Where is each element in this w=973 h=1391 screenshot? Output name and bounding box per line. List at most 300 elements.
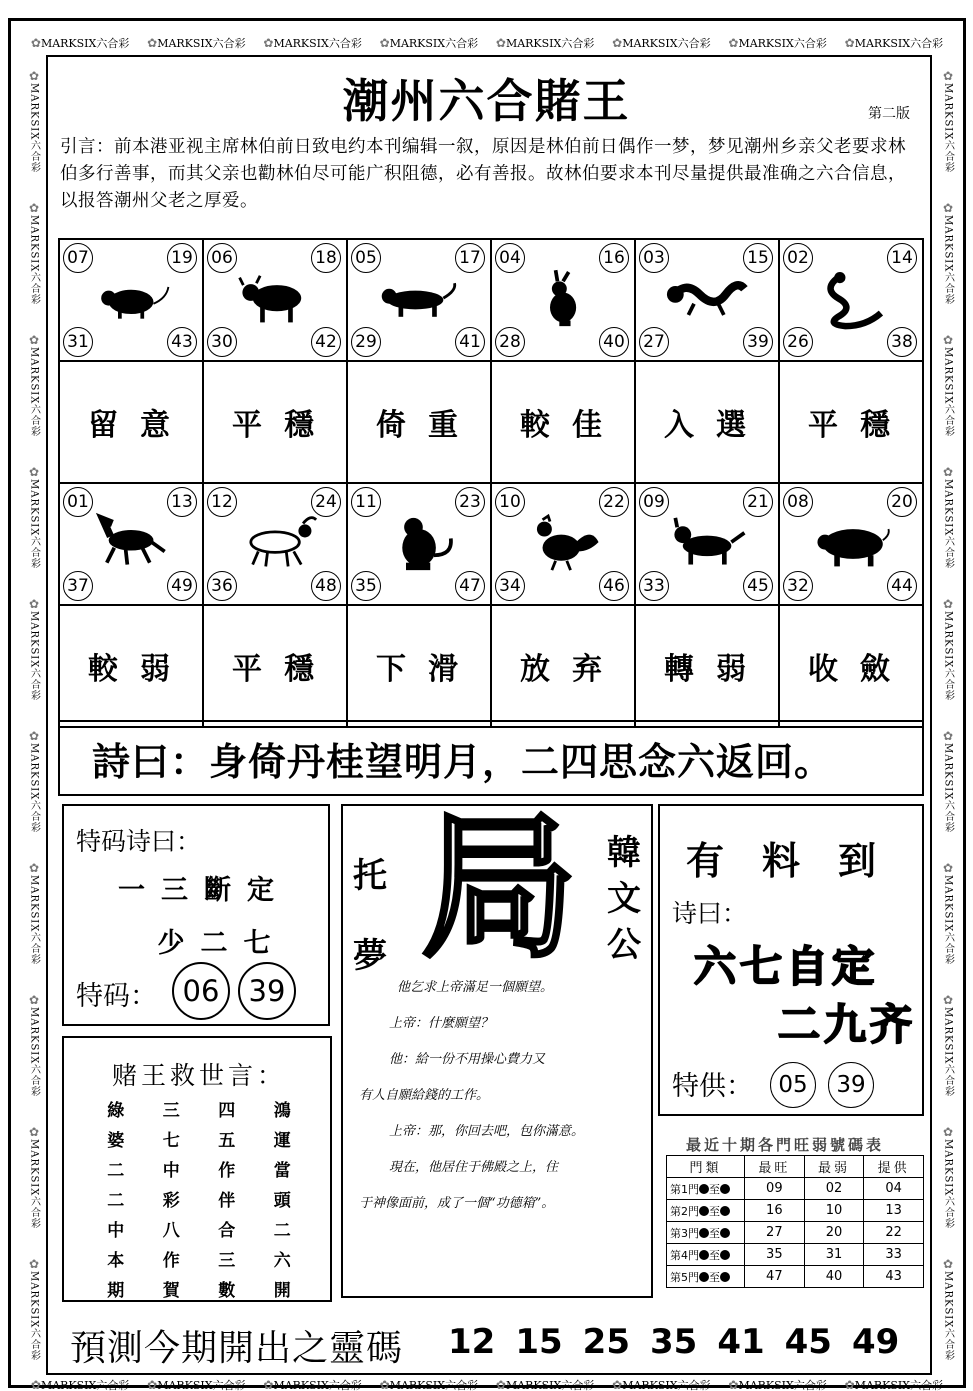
- border-text: MARKSIX六合彩: [622, 1378, 711, 1391]
- border-item: [845, 35, 943, 51]
- border-item: [612, 35, 710, 51]
- border-item: [941, 993, 956, 1097]
- flower-icon: ✿: [942, 200, 954, 215]
- stats-title: 最近十期各門旺弱號碼表: [686, 1136, 885, 1154]
- stats-value-cell: 27: [745, 1222, 805, 1244]
- zodiac-cell: [202, 484, 346, 604]
- vertical-title-left: [353, 836, 387, 996]
- zodiac-number: 18: [311, 243, 341, 273]
- border-item: [27, 861, 42, 965]
- tip-row: [60, 360, 922, 482]
- stats-value-cell: 20: [804, 1222, 864, 1244]
- zodiac-cell: [778, 484, 922, 604]
- snake-icon: [810, 268, 894, 332]
- zodiac-number: 11: [351, 487, 381, 517]
- border-item: [27, 1125, 42, 1229]
- gate-label: 第3門: [670, 1226, 699, 1240]
- gate-sep: 至: [709, 1182, 720, 1196]
- gate-sep: 至: [709, 1248, 720, 1262]
- duwang-box: [62, 1036, 332, 1302]
- flower-icon: ✿: [28, 1256, 40, 1271]
- border-text: MARKSIX六合彩: [505, 37, 595, 50]
- border-item: [380, 35, 478, 51]
- zodiac-number: 49: [167, 571, 197, 601]
- youliao-box: [658, 804, 924, 1116]
- duwang-title: 赌王救世言：: [111, 1061, 286, 1090]
- zodiac-number: 09: [639, 487, 669, 517]
- stats-row: [667, 1266, 924, 1288]
- rabbit-icon: [522, 268, 606, 332]
- gate-sep: 至: [709, 1204, 720, 1218]
- poem-banner: 詩曰：身倚丹桂望明月，二四思念六返回。: [58, 720, 924, 796]
- stats-value-cell: 31: [804, 1244, 864, 1266]
- duwang-char: 三: [162, 1101, 180, 1121]
- tip-cell: 入選: [634, 362, 778, 482]
- youliao-line-2: 二九齐: [778, 1000, 917, 1049]
- stats-gate-cell: [667, 1178, 745, 1200]
- zodiac-cell: [778, 240, 922, 360]
- flower-icon: ✿: [942, 728, 954, 743]
- story-line: 現在，他居住于佛殿之上，住: [389, 1160, 559, 1175]
- border-item: [496, 35, 594, 51]
- duwang-char: 伴: [218, 1191, 236, 1211]
- duwang-char: 運: [273, 1131, 291, 1151]
- story-line: 上帝：那，你回去吧，包你滿意。: [389, 1124, 585, 1139]
- duwang-char: 七: [162, 1131, 180, 1151]
- stats-gate-cell: [667, 1266, 745, 1288]
- ball-icon: [699, 1250, 709, 1260]
- prediction-number: 15: [515, 1322, 563, 1362]
- duwang-char: 期: [107, 1281, 125, 1301]
- ball-icon: [699, 1272, 709, 1282]
- border-text: MARKSIX六合彩: [28, 1270, 40, 1362]
- flower-icon: ✿: [147, 1378, 158, 1391]
- border-text: MARKSIX六合彩: [28, 214, 40, 306]
- flower-icon: ✿: [495, 1378, 506, 1391]
- left-border-strip: [24, 55, 44, 1375]
- flower-icon: ✿: [30, 36, 41, 50]
- flower-icon: ✿: [728, 1378, 739, 1391]
- tip-cell: 平穩: [778, 362, 922, 482]
- tip-cell: 下滑: [346, 606, 490, 726]
- zodiac-number: 41: [455, 327, 485, 357]
- border-item: [263, 35, 361, 51]
- duwang-char: 數: [218, 1281, 236, 1301]
- tema-code-label: 特码：: [76, 981, 157, 1012]
- zodiac-row: [60, 240, 922, 360]
- zodiac-number: 48: [311, 571, 341, 601]
- right-border-strip: [938, 55, 958, 1375]
- border-item: [27, 465, 42, 569]
- youliao-code-2: 39: [828, 1062, 874, 1108]
- dog-icon: [666, 512, 750, 576]
- border-item: [27, 993, 42, 1097]
- duwang-char: 婆: [107, 1131, 125, 1151]
- top-border-strip: [22, 32, 952, 54]
- tip-row: [60, 604, 922, 726]
- border-item: [941, 465, 956, 569]
- zodiac-number: 47: [455, 571, 485, 601]
- tip-cell: 轉弱: [634, 606, 778, 726]
- border-text: MARKSIX六合彩: [942, 1270, 954, 1362]
- border-text: MARKSIX六合彩: [28, 1006, 40, 1098]
- stats-row: [667, 1178, 924, 1200]
- prediction-number: 25: [582, 1322, 630, 1362]
- border-text: MARKSIX六合彩: [942, 1138, 954, 1230]
- tema-box: [62, 804, 330, 1026]
- stats-value-cell: 04: [864, 1178, 924, 1200]
- border-item: [941, 333, 956, 437]
- ox-icon: [234, 268, 318, 332]
- border-item: [147, 1378, 245, 1391]
- zodiac-number: 02: [783, 243, 813, 273]
- flower-icon: ✿: [30, 1378, 41, 1391]
- stats-value-cell: 09: [745, 1178, 805, 1200]
- flower-icon: ✿: [495, 36, 506, 50]
- border-item: [612, 1378, 710, 1391]
- ball-icon: [699, 1184, 709, 1194]
- tip-cell: 平穩: [202, 362, 346, 482]
- zodiac-number: 07: [63, 243, 93, 273]
- stats-value-cell: 33: [864, 1244, 924, 1266]
- border-item: [941, 201, 956, 305]
- stats-value-cell: 10: [804, 1200, 864, 1222]
- gate-sep: 至: [709, 1270, 720, 1284]
- zodiac-number: 22: [599, 487, 629, 517]
- border-item: [941, 729, 956, 833]
- prediction-label: 預測今期開出之靈碼: [70, 1328, 404, 1369]
- zodiac-number: 35: [351, 571, 381, 601]
- zodiac-number: 16: [599, 243, 629, 273]
- zodiac-number: 29: [351, 327, 381, 357]
- stats-value-cell: 13: [864, 1200, 924, 1222]
- zodiac-number: 14: [887, 243, 917, 273]
- border-item: [380, 1378, 478, 1391]
- tiger-icon: [378, 268, 462, 332]
- zodiac-number: 44: [887, 571, 917, 601]
- duwang-char: 作: [162, 1251, 180, 1271]
- flower-icon: ✿: [612, 36, 623, 50]
- duwang-char: 二: [107, 1161, 125, 1181]
- zodiac-number: 24: [311, 487, 341, 517]
- ball-icon: [720, 1228, 730, 1238]
- zodiac-number: 13: [167, 487, 197, 517]
- flower-icon: ✿: [28, 1124, 40, 1139]
- prediction-number: 12: [448, 1322, 496, 1362]
- zodiac-number: 39: [743, 327, 773, 357]
- border-text: MARKSIX六合彩: [40, 37, 130, 50]
- pig-icon: [810, 512, 894, 576]
- zodiac-number: 45: [743, 571, 773, 601]
- border-text: MARKSIX六合彩: [854, 37, 944, 50]
- border-text: MARKSIX六合彩: [942, 478, 954, 570]
- vertical-char: 文: [607, 879, 641, 919]
- zodiac-number: 26: [783, 327, 813, 357]
- border-text: MARKSIX六合彩: [738, 1378, 827, 1391]
- border-text: MARKSIX六合彩: [28, 874, 40, 966]
- ball-icon: [720, 1272, 730, 1282]
- stats-value-cell: 47: [745, 1266, 805, 1288]
- border-text: MARKSIX六合彩: [28, 478, 40, 570]
- youliao-te-label: 特供：: [672, 1071, 753, 1102]
- zodiac-number: 23: [455, 487, 485, 517]
- dream-box: [341, 797, 653, 1298]
- flower-icon: ✿: [28, 200, 40, 215]
- border-item: [27, 729, 42, 833]
- prediction-number: 49: [851, 1322, 900, 1362]
- stats-value-cell: 16: [745, 1200, 805, 1222]
- duwang-char: 當: [273, 1161, 291, 1181]
- stats-header-cell: 提供: [864, 1156, 924, 1178]
- zodiac-cell: [346, 240, 490, 360]
- border-item: [31, 35, 129, 51]
- vertical-char: 公: [607, 925, 641, 965]
- border-text: MARKSIX六合彩: [942, 742, 954, 834]
- ball-icon: [699, 1228, 709, 1238]
- flower-icon: ✿: [28, 992, 40, 1007]
- tema-code-1: 06: [172, 962, 230, 1020]
- rooster-icon: [522, 512, 606, 576]
- zodiac-cell: [60, 240, 202, 360]
- duwang-char: 二: [273, 1221, 291, 1241]
- dragon-icon: [666, 268, 750, 332]
- zodiac-cell: [634, 240, 778, 360]
- border-item: [27, 201, 42, 305]
- ball-icon: [720, 1250, 730, 1260]
- flower-icon: ✿: [612, 1378, 623, 1391]
- ball-icon: [720, 1184, 730, 1194]
- duwang-char: 鴻: [273, 1101, 291, 1121]
- tip-cell: 平穩: [202, 606, 346, 726]
- zodiac-cell: [490, 240, 634, 360]
- stats-header-cell: 門類: [667, 1156, 745, 1178]
- tip-cell: 較佳: [490, 362, 634, 482]
- zodiac-number: 05: [351, 243, 381, 273]
- border-text: MARKSIX六合彩: [942, 82, 954, 174]
- border-item: [941, 597, 956, 701]
- flower-icon: ✿: [942, 464, 954, 479]
- stats-value-cell: 22: [864, 1222, 924, 1244]
- border-item: [845, 1378, 943, 1391]
- zodiac-cell: [346, 484, 490, 604]
- big-character: 局: [421, 797, 577, 979]
- zodiac-cell: [634, 484, 778, 604]
- stats-header-cell: 最旺: [745, 1156, 805, 1178]
- border-text: MARKSIX六合彩: [28, 1138, 40, 1230]
- stats-value-cell: 02: [804, 1178, 864, 1200]
- youliao-code-1: 05: [770, 1062, 816, 1108]
- zodiac-number: 04: [495, 243, 525, 273]
- border-text: MARKSIX六合彩: [28, 610, 40, 702]
- duwang-char: 中: [107, 1221, 125, 1241]
- prediction-number: 45: [784, 1322, 832, 1362]
- border-text: MARKSIX六合彩: [273, 1378, 362, 1391]
- zodiac-number: 42: [311, 327, 341, 357]
- duwang-char: 六: [273, 1251, 291, 1271]
- zodiac-cell: [60, 484, 202, 604]
- zodiac-number: 36: [207, 571, 237, 601]
- tema-line-2: 少二七: [157, 928, 287, 959]
- zodiac-number: 10: [495, 487, 525, 517]
- horse-icon: [90, 512, 174, 576]
- zodiac-number: 15: [743, 243, 773, 273]
- stats-value-cell: 35: [745, 1244, 805, 1266]
- goat-icon: [234, 512, 318, 576]
- youliao-poem-label: 诗曰：: [672, 899, 748, 928]
- zodiac-number: 33: [639, 571, 669, 601]
- zodiac-number: 30: [207, 327, 237, 357]
- flower-icon: ✿: [379, 1378, 390, 1391]
- story-line: 上帝：什麼願望？: [389, 1016, 494, 1031]
- vertical-char: 韓: [607, 833, 641, 873]
- gate-sep: 至: [709, 1226, 720, 1240]
- youliao-line-1: 六七自定: [694, 942, 879, 991]
- stats-row: [667, 1244, 924, 1266]
- border-item: [263, 1378, 361, 1391]
- tip-cell: 留意: [88, 408, 192, 443]
- duwang-char: 彩: [162, 1191, 180, 1211]
- stats-header-cell: 最弱: [804, 1156, 864, 1178]
- stats-value-cell: 43: [864, 1266, 924, 1288]
- flower-icon: ✿: [263, 36, 274, 50]
- zodiac-number: 28: [495, 327, 525, 357]
- flower-icon: ✿: [942, 1124, 954, 1139]
- duwang-char: 賀: [162, 1281, 180, 1301]
- border-text: MARKSIX六合彩: [942, 610, 954, 702]
- duwang-char: 二: [107, 1191, 125, 1211]
- border-item: [27, 1257, 42, 1361]
- duwang-char: 中: [162, 1161, 180, 1181]
- flower-icon: ✿: [263, 1378, 274, 1391]
- border-item: [728, 35, 826, 51]
- vertical-title-right: [607, 830, 641, 968]
- tema-line-1: 一三斷定: [118, 875, 290, 906]
- border-text: MARKSIX六合彩: [157, 1378, 246, 1391]
- prediction-number: 35: [649, 1322, 698, 1362]
- stats-value-cell: 40: [804, 1266, 864, 1288]
- flower-icon: ✿: [942, 332, 954, 347]
- duwang-char: 頭: [273, 1191, 291, 1211]
- duwang-char: 四: [218, 1101, 236, 1121]
- zodiac-number: 12: [207, 487, 237, 517]
- flower-icon: ✿: [844, 1378, 855, 1391]
- flower-icon: ✿: [28, 596, 40, 611]
- flower-icon: ✿: [28, 68, 40, 83]
- zodiac-row: [60, 482, 922, 604]
- ball-icon: [699, 1206, 709, 1216]
- rat-icon: [90, 268, 174, 332]
- border-text: MARKSIX六合彩: [389, 37, 479, 50]
- border-text: MARKSIX六合彩: [389, 1378, 479, 1391]
- zodiac-number: 21: [743, 487, 773, 517]
- stats-header-row: [667, 1156, 924, 1178]
- ball-icon: [720, 1206, 730, 1216]
- flower-icon: ✿: [28, 332, 40, 347]
- flower-icon: ✿: [28, 860, 40, 875]
- border-text: MARKSIX六合彩: [273, 37, 362, 50]
- monkey-icon: [378, 512, 462, 576]
- zodiac-number: 19: [167, 243, 197, 273]
- zodiac-number: 32: [783, 571, 813, 601]
- tip-cell: 倚重: [346, 362, 490, 482]
- border-item: [27, 597, 42, 701]
- duwang-grid: [88, 1098, 310, 1304]
- tip-cell: 收斂: [778, 606, 922, 726]
- border-text: MARKSIX六合彩: [942, 874, 954, 966]
- duwang-char: 綠: [107, 1101, 125, 1121]
- zodiac-number: 31: [63, 327, 93, 357]
- zodiac-number: 46: [599, 571, 629, 601]
- border-text: MARKSIX六合彩: [622, 37, 711, 50]
- border-text: MARKSIX六合彩: [854, 1378, 944, 1391]
- zodiac-number: 27: [639, 327, 669, 357]
- border-text: MARKSIX六合彩: [942, 346, 954, 438]
- prediction-numbers: [448, 1322, 899, 1362]
- zodiac-cell: [202, 240, 346, 360]
- border-item: [27, 333, 42, 437]
- border-text: MARKSIX六合彩: [157, 37, 246, 50]
- zodiac-number: 08: [783, 487, 813, 517]
- flower-icon: ✿: [28, 464, 40, 479]
- zodiac-number: 37: [63, 571, 93, 601]
- zodiac-number: 38: [887, 327, 917, 357]
- tip-cell: 較弱: [88, 652, 192, 687]
- border-text: MARKSIX六合彩: [505, 1378, 595, 1391]
- border-item: [728, 1378, 826, 1391]
- zodiac-number: 43: [167, 327, 197, 357]
- flower-icon: ✿: [844, 36, 855, 50]
- border-text: MARKSIX六合彩: [28, 742, 40, 834]
- tip-cell: 放弃: [490, 606, 634, 726]
- border-item: [941, 861, 956, 965]
- duwang-char: 合: [218, 1221, 236, 1241]
- border-text: MARKSIX六合彩: [942, 214, 954, 306]
- duwang-char: 五: [218, 1131, 236, 1151]
- story-line: 他：給一份不用操心費力又: [389, 1052, 546, 1067]
- duwang-char: 開: [273, 1281, 291, 1301]
- flower-icon: ✿: [942, 596, 954, 611]
- zodiac-number: 06: [207, 243, 237, 273]
- story-line: 他乞求上帝滿足一個願望。: [397, 980, 554, 995]
- border-item: [941, 1125, 956, 1229]
- page-title: 潮州六合賭王: [342, 74, 631, 128]
- stats-gate-cell: [667, 1222, 745, 1244]
- border-text: MARKSIX六合彩: [942, 1006, 954, 1098]
- edition-label: 第二版: [868, 106, 910, 122]
- duwang-char: 作: [218, 1161, 236, 1181]
- border-item: [147, 35, 245, 51]
- flower-icon: ✿: [942, 860, 954, 875]
- border-text: MARKSIX六合彩: [28, 82, 40, 174]
- stats-row: [667, 1222, 924, 1244]
- flower-icon: ✿: [28, 728, 40, 743]
- prediction-number: 41: [717, 1322, 765, 1362]
- stats-table: [666, 1155, 924, 1288]
- tema-label: 特码诗曰：: [76, 827, 202, 856]
- flower-icon: ✿: [942, 1256, 954, 1271]
- stats-row: [667, 1200, 924, 1222]
- duwang-char: 三: [218, 1251, 236, 1271]
- flower-icon: ✿: [147, 36, 158, 50]
- gate-label: 第2門: [670, 1204, 699, 1218]
- stats-gate-cell: [667, 1200, 745, 1222]
- story-text: [359, 976, 639, 1228]
- zodiac-number: 01: [63, 487, 93, 517]
- youliao-title: 有料到: [686, 838, 915, 883]
- zodiac-number: 17: [455, 243, 485, 273]
- story-line: 于神像面前，成了一個“功德箱”。: [359, 1196, 555, 1211]
- flower-icon: ✿: [379, 36, 390, 50]
